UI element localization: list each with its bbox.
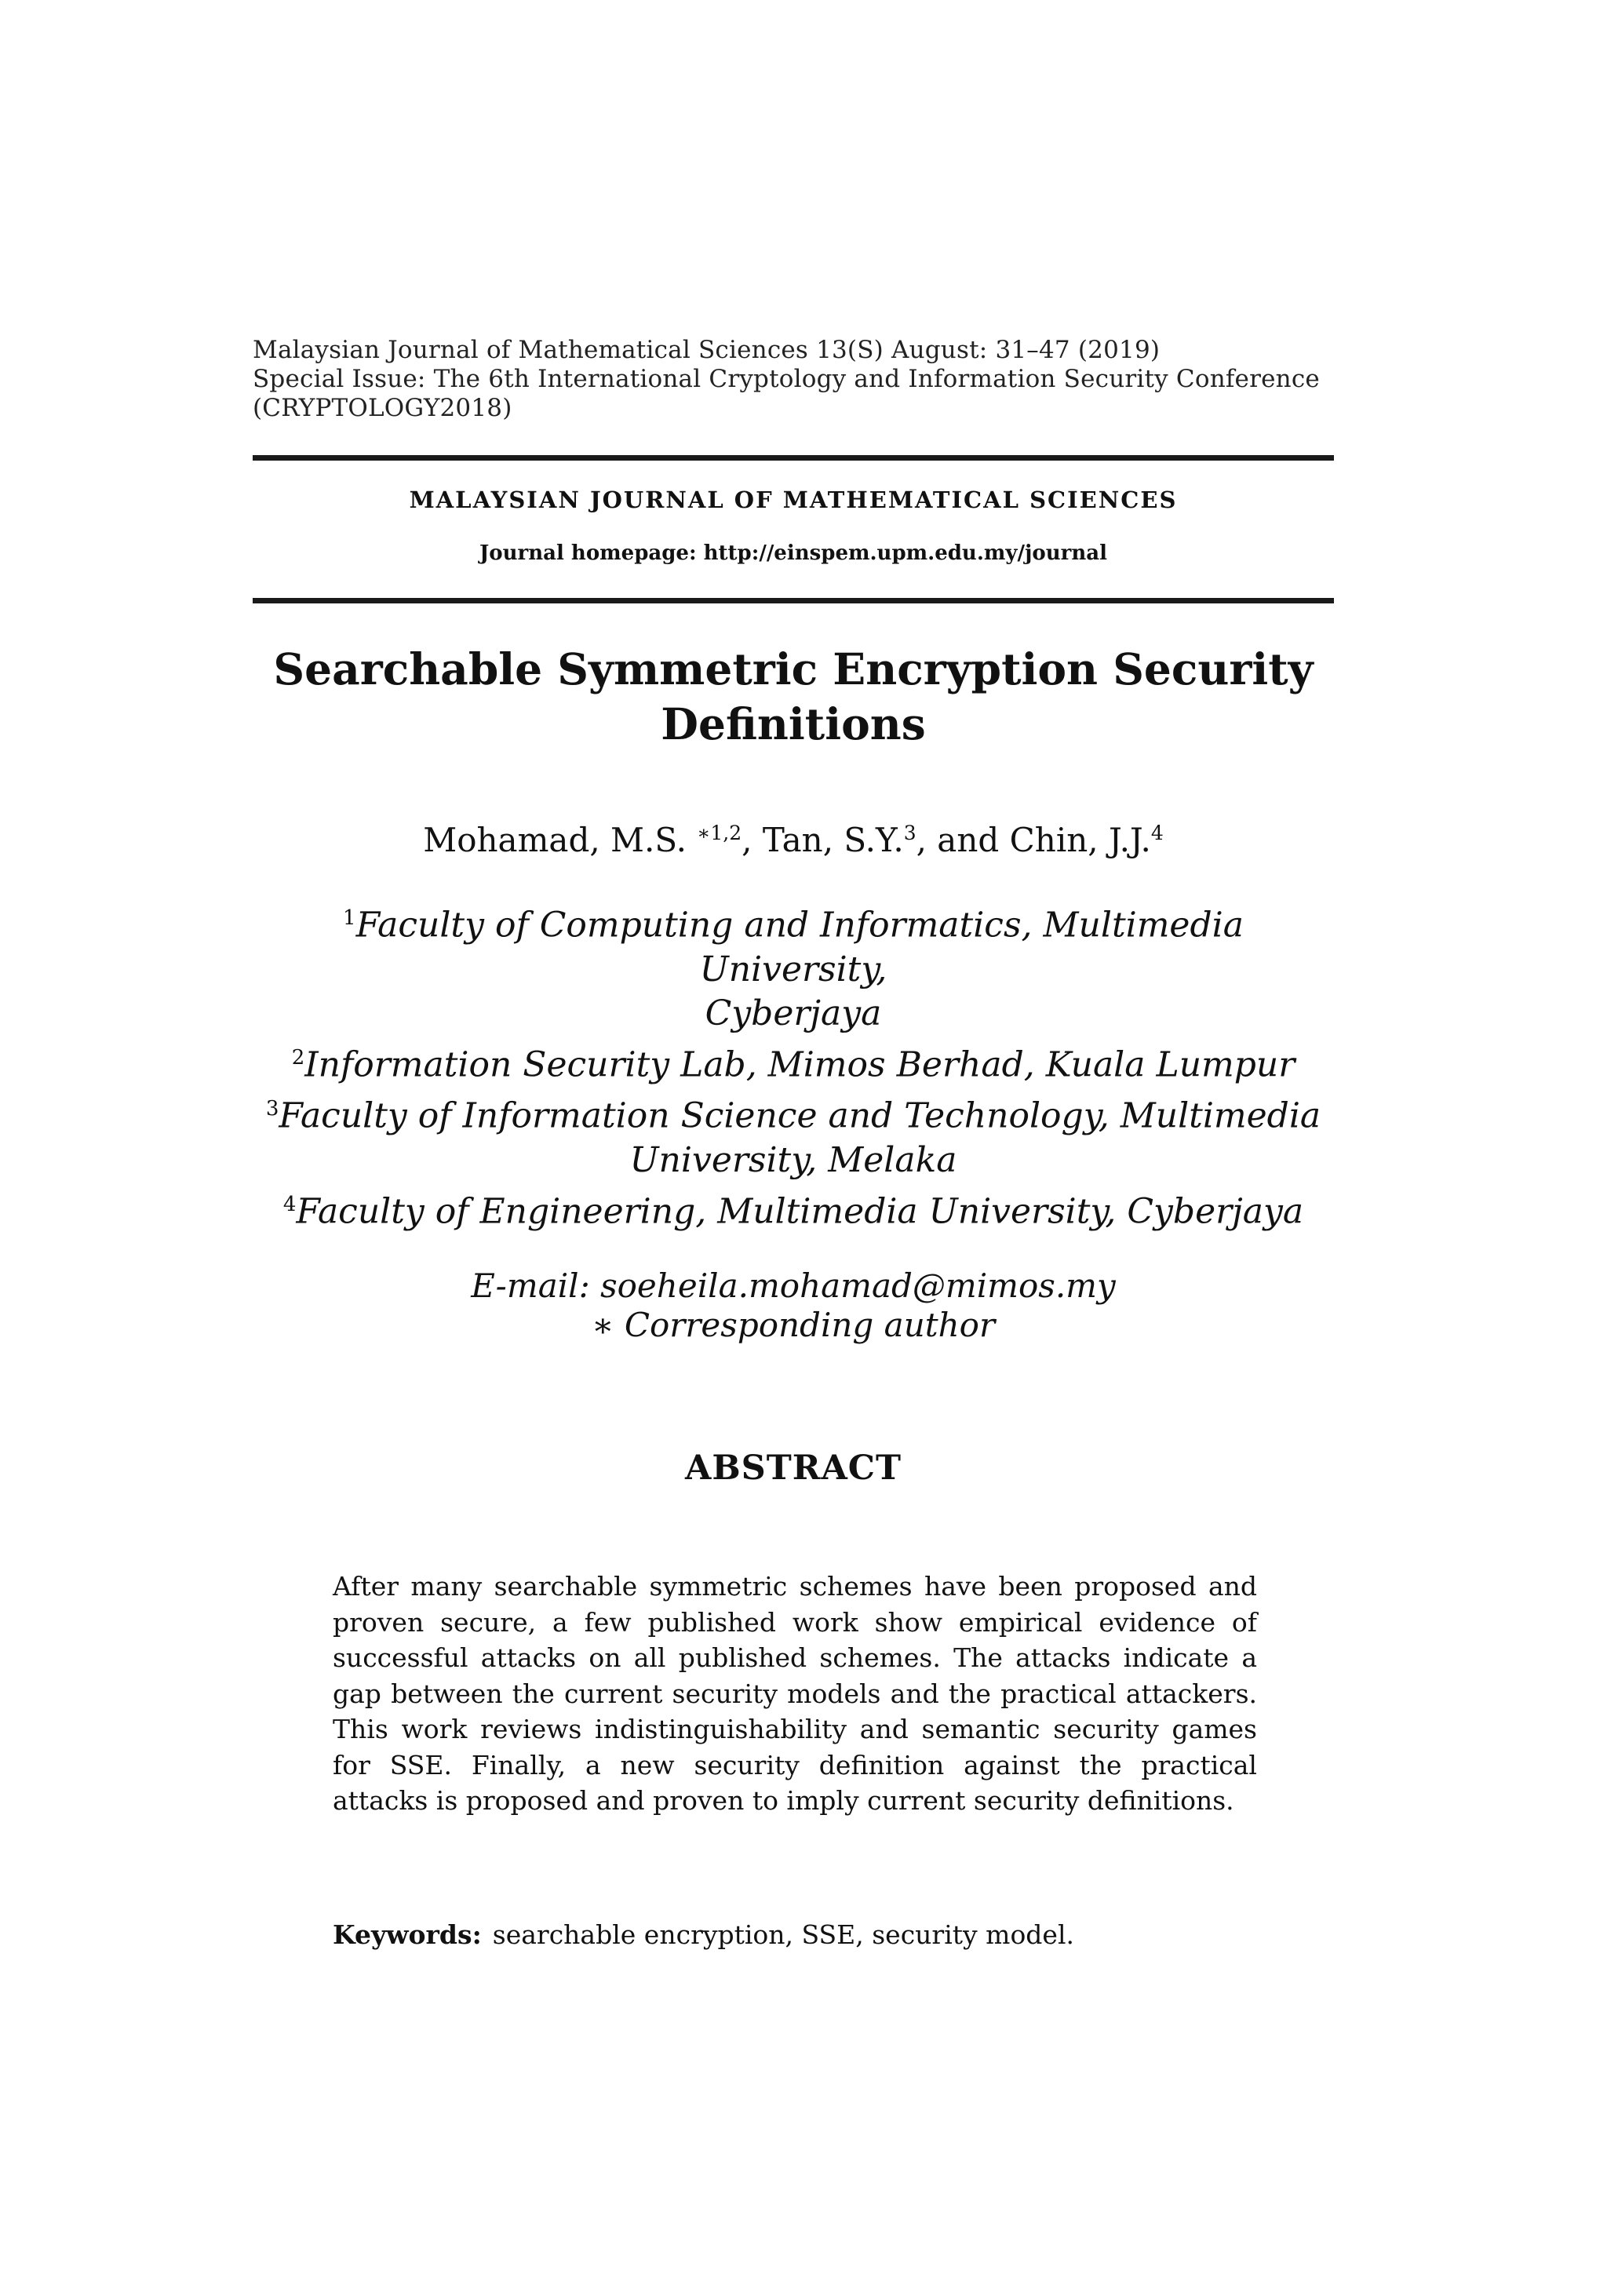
affiliation-1: [253, 896, 1334, 992]
affiliation-4-marker: 4: [282, 1192, 297, 1216]
affiliation-3-marker: 3: [265, 1097, 279, 1121]
affiliation-4-line-1: Faculty of Engineering, Multimedia University, Cyberjaya: [296, 1191, 1304, 1232]
keywords-text: searchable encryption, SSE, security model.: [492, 1919, 1075, 1950]
affiliation-3: [253, 1087, 1334, 1139]
affiliation-2-line-1: Information Security Lab, Mimos Berhad, Kuala Lumpur: [304, 1044, 1295, 1085]
affiliation-2: [253, 1036, 1334, 1088]
affiliation-2-marker: 2: [291, 1045, 305, 1070]
keywords-label: Keywords:: [333, 1919, 482, 1950]
affiliation-3-line-2: University, Melaka: [629, 1139, 957, 1180]
special-issue-line: Special Issue: The 6th International Cryptology and Information Security Conference: [253, 365, 1320, 393]
title-line-2: Definitions: [661, 698, 926, 749]
journal-homepage: Journal homepage: http://einspem.upm.edu.my/journal: [479, 541, 1107, 565]
keywords-line: [333, 1919, 1074, 1950]
affiliation-4: [253, 1183, 1334, 1234]
paper-title: [253, 642, 1334, 752]
affiliation-1-line-2: Cyberjaya: [705, 993, 882, 1033]
journal-name: MALAYSIAN JOURNAL OF MATHEMATICAL SCIENCES: [409, 487, 1178, 513]
abstract-heading: ABSTRACT: [684, 1449, 902, 1488]
author-3-name: , and Chin, J.J.: [916, 821, 1151, 859]
contact-block: [253, 1266, 1334, 1345]
corresponding-author-note: ∗ Corresponding author: [591, 1306, 996, 1344]
title-line-1: Searchable Symmetric Encryption Security: [273, 643, 1314, 694]
affiliation-1-line-1: Faculty of Computing and Informatics, Multimedia University,: [355, 905, 1244, 989]
author-email: E-mail: soeheila.mohamad@mimos.my: [471, 1266, 1116, 1305]
conference-line: (CRYPTOLOGY2018): [253, 394, 512, 422]
author-list: [253, 821, 1334, 859]
affiliations: [253, 896, 1334, 1234]
author-1-name: Mohamad, M.S.: [423, 821, 698, 859]
author-2-affiliation-marker: 3: [903, 822, 916, 844]
affiliation-1-marker: 1: [343, 906, 356, 930]
bottom-rule: [253, 598, 1334, 603]
top-rule: [253, 455, 1334, 461]
author-2-name: , Tan, S.Y.: [742, 821, 904, 859]
abstract-body: After many searchable symmetric schemes have been proposed and proven secure, a few published work show empirical evidence of successful attacks on all published schemes. The attacks indicate a gap between the current security models and the practical attackers. This work reviews indistinguishability and semantic security games for SSE. Finally, a new security definition against the practical attacks is proposed and proven to imply current security definitions.: [333, 1571, 1257, 1816]
author-3-affiliation-marker: 4: [1150, 822, 1164, 844]
author-1-affiliation-marker: ∗1,2: [697, 822, 742, 844]
journal-citation-line: Malaysian Journal of Mathematical Sciences 13(S) August: 31–47 (2019): [253, 336, 1161, 364]
affiliation-3-line-1: Faculty of Information Science and Technology, Multimedia: [279, 1095, 1321, 1136]
